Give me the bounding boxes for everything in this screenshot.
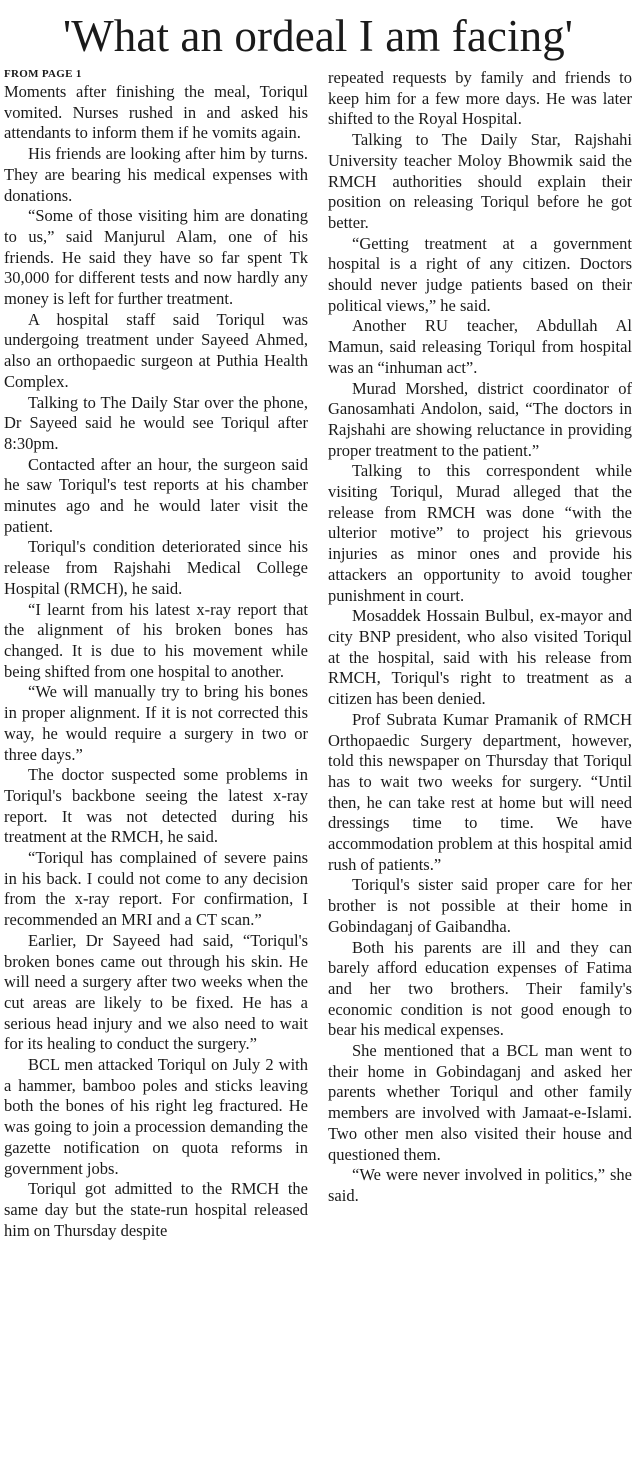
paragraph: repeated requests by family and friends to keep him for a few more days. He was later shifted to the Royal Hospital. <box>328 68 632 129</box>
dateline: FROM PAGE 1 <box>4 68 82 80</box>
paragraph: She mentioned that a BCL man went to their home in Gobindaganj and asked her parents whether Toriqul and other family members are involved with Jamaat-e-Islami. Two other men also visited their house and questioned them. <box>328 1041 632 1164</box>
article-body <box>4 68 632 1241</box>
paragraph: Mosaddek Hossain Bulbul, ex-mayor and city BNP president, who also visited Toriqul at the hospital, said with his release from RMCH, Toriqul's right to treatment as a citizen has been denied. <box>328 606 632 709</box>
paragraph: A hospital staff said Toriqul was undergoing treatment under Sayeed Ahmed, also an orthopaedic surgeon at Puthia Health Complex. <box>4 309 308 391</box>
paragraph: His friends are looking after him by turns. They are bearing his medical expenses with donations. <box>4 144 308 205</box>
article-headline: 'What an ordeal I am facing' <box>62 11 574 61</box>
paragraph: Talking to this correspondent while visiting Toriqul, Murad alleged that the release from RMCH was done “with the ulterior motive” to project his grievous injuries as minor ones and provide his attackers an opportunity to avoid tougher punishment in court. <box>328 461 632 605</box>
paragraph: “I learnt from his latest x-ray report that the alignment of his broken bones has changed. It is due to his movement while being shifted from one hospital to another. <box>4 599 308 681</box>
paragraph: Talking to The Daily Star over the phone, Dr Sayeed said he would see Toriqul after 8:30pm. <box>4 392 308 453</box>
article-column-1 <box>4 68 308 1241</box>
paragraph: Murad Morshed, district coordinator of Ganosamhati Andolon, said, “The doctors in Rajshahi are showing reluctance in providing proper treatment to the patient.” <box>328 378 632 460</box>
paragraph: “We were never involved in politics,” she said. <box>328 1165 632 1205</box>
paragraph: Moments after finishing the meal, Toriqul vomited. Nurses rushed in and asked his attendants to inform them if he vomits again. <box>4 82 308 143</box>
paragraph: Both his parents are ill and they can barely afford education expenses of Fatima and her two brothers. Their family's economic condition is not good enough to bear his medical expenses. <box>328 937 632 1040</box>
paragraph: Toriqul's sister said proper care for her brother is not possible at their home in Gobindaganj of Gaibandha. <box>328 875 632 936</box>
paragraph: Earlier, Dr Sayeed had said, “Toriqul's broken bones came out through his skin. He will need a surgery after two weeks when the cut areas are likely to be fixed. He has a serious head injury and we also need to wait for its healing to conduct the surgery.” <box>4 930 308 1054</box>
paragraph: Toriqul's condition deteriorated since his release from Rajshahi Medical College Hospital (RMCH), he said. <box>4 537 308 598</box>
paragraph: The doctor suspected some problems in Toriqul's backbone seeing the latest x-ray report. It was not detected during his treatment at the RMCH, he said. <box>4 765 308 847</box>
paragraph: Talking to The Daily Star, Rajshahi University teacher Moloy Bhowmik said the RMCH authorities should explain their position on releasing Toriqul before he got better. <box>328 130 632 232</box>
paragraph: “Getting treatment at a government hospital is a right of any citizen. Doctors should never judge patients based on their political views,” he said. <box>328 233 632 315</box>
paragraph: “We will manually try to bring his bones in proper alignment. If it is not corrected this way, he would require a surgery in two or three days.” <box>4 682 308 764</box>
paragraph: Another RU teacher, Abdullah Al Mamun, said releasing Toriqul from hospital was an “inhuman act”. <box>328 316 632 377</box>
paragraph: Prof Subrata Kumar Pramanik of RMCH Orthopaedic Surgery department, however, told this newspaper on Thursday that Toriqul has to wait two weeks for surgery. “Until then, he can take rest at home but will need dressings time to time. We have accommodation problem at this hospital amid rush of patients.” <box>328 709 632 874</box>
paragraph: Contacted after an hour, the surgeon said he saw Toriqul's test reports at his chamber minutes ago and he would later visit the patient. <box>4 454 308 536</box>
paragraph: Toriqul got admitted to the RMCH the same day but the state-run hospital released him on Thursday despite <box>4 1179 308 1240</box>
paragraph: “Some of those visiting him are donating to us,” said Manjurul Alam, one of his friends. He said they have so far spent Tk 30,000 for different tests and now hardly any money is left for further treatment. <box>4 206 308 309</box>
paragraph: BCL men attacked Toriqul on July 2 with a hammer, bamboo poles and sticks leaving both the bones of his right leg fractured. He was going to join a procession demanding the gazette notification on quota reforms in government jobs. <box>4 1055 308 1178</box>
paragraph: “Toriqul has complained of severe pains in his back. I could not come to any decision from the x-ray report. For confirmation, I recommended an MRI and a CT scan.” <box>4 848 308 930</box>
article-column-2 <box>328 68 632 1241</box>
